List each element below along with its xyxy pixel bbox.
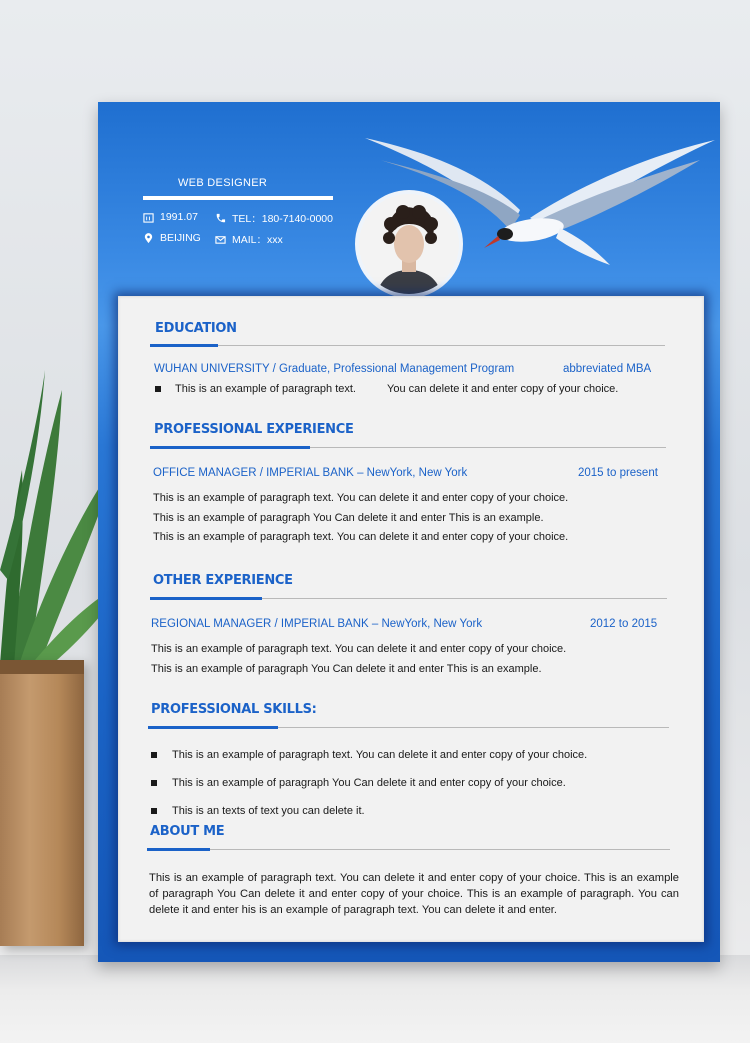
- professional-line: This is an example of paragraph You Can delete it and enter This is an example.: [153, 512, 544, 524]
- table-surface: [0, 955, 750, 1043]
- professional-location: – NewYork, New York: [357, 467, 468, 479]
- calendar-icon: [143, 212, 154, 223]
- professional-title: PROFESSIONAL EXPERIENCE: [154, 422, 354, 437]
- skill-item: This is an example of paragraph You Can delete it and enter copy of your choice.: [172, 777, 566, 789]
- skills-title: PROFESSIONAL SKILLS:: [151, 702, 317, 717]
- other-position: [151, 618, 482, 630]
- phone-icon: [215, 213, 226, 224]
- city: BEIJING: [160, 232, 201, 244]
- phone-info: [215, 211, 333, 226]
- professional-date: 2015 to present: [578, 467, 658, 479]
- birth-date: 1991.07: [160, 211, 198, 223]
- header-divider: [143, 196, 333, 200]
- education-degree: abbreviated MBA: [563, 363, 652, 375]
- education-rule: [150, 345, 665, 346]
- wooden-pot: [0, 660, 84, 946]
- professional-accent: [150, 446, 310, 449]
- avatar: [355, 190, 463, 298]
- mail-address: MAIL：xxx: [232, 234, 283, 246]
- other-line: This is an example of paragraph You Can delete it and enter This is an example.: [151, 663, 542, 675]
- other-position-name: REGIONAL MANAGER / IMPERIAL BANK: [151, 618, 369, 630]
- professional-line: This is an example of paragraph text. You can delete it and enter copy of your choice.: [153, 492, 569, 504]
- education-school: WUHAN UNIVERSITY / Graduate, Professional Management Program: [154, 363, 515, 375]
- about-rule: [147, 849, 670, 850]
- about-accent: [147, 848, 210, 851]
- phone-number: TEL：180-7140-0000: [232, 213, 333, 225]
- bullet-icon: [151, 780, 157, 786]
- mail-icon: [215, 234, 226, 245]
- mail-info: [215, 232, 283, 247]
- education-text-b: You can delete it and enter copy of your choice.: [387, 383, 619, 395]
- other-title: OTHER EXPERIENCE: [153, 573, 293, 588]
- professional-line: This is an example of paragraph text. You can delete it and enter copy of your choice.: [153, 531, 569, 543]
- education-title: EDUCATION: [155, 321, 237, 336]
- education-text-a: This is an example of paragraph text.: [175, 383, 356, 395]
- bullet-icon: [151, 752, 157, 758]
- professional-position: [153, 467, 467, 479]
- other-accent: [150, 597, 262, 600]
- other-line: This is an example of paragraph text. You can delete it and enter copy of your choice.: [151, 643, 567, 655]
- education-accent: [150, 344, 218, 347]
- bullet-icon: [151, 808, 157, 814]
- location-pin-icon: [143, 233, 154, 244]
- city-info: [143, 232, 201, 244]
- skills-accent: [148, 726, 278, 729]
- birth-info: [143, 211, 198, 223]
- bullet-icon: [155, 386, 161, 392]
- pot-rim: [0, 660, 84, 674]
- job-title: WEB DESIGNER: [178, 177, 268, 189]
- about-title: ABOUT ME: [150, 824, 225, 839]
- other-location: – NewYork, New York: [371, 618, 483, 630]
- skill-item: This is an example of paragraph text. You can delete it and enter copy of your choice.: [172, 749, 588, 761]
- about-text: This is an example of paragraph text. You can delete it and enter copy of your choice. This is an example of paragraph You Can delete it and enter copy of your choice. This is an example of paragraph. You can delete it and enter his is an example of paragraph text. You can delete it and enter.: [149, 872, 679, 916]
- skill-item: This is an texts of text you can delete it.: [172, 805, 365, 817]
- professional-position-name: OFFICE MANAGER / IMPERIAL BANK: [153, 467, 354, 479]
- other-date: 2012 to 2015: [590, 618, 658, 630]
